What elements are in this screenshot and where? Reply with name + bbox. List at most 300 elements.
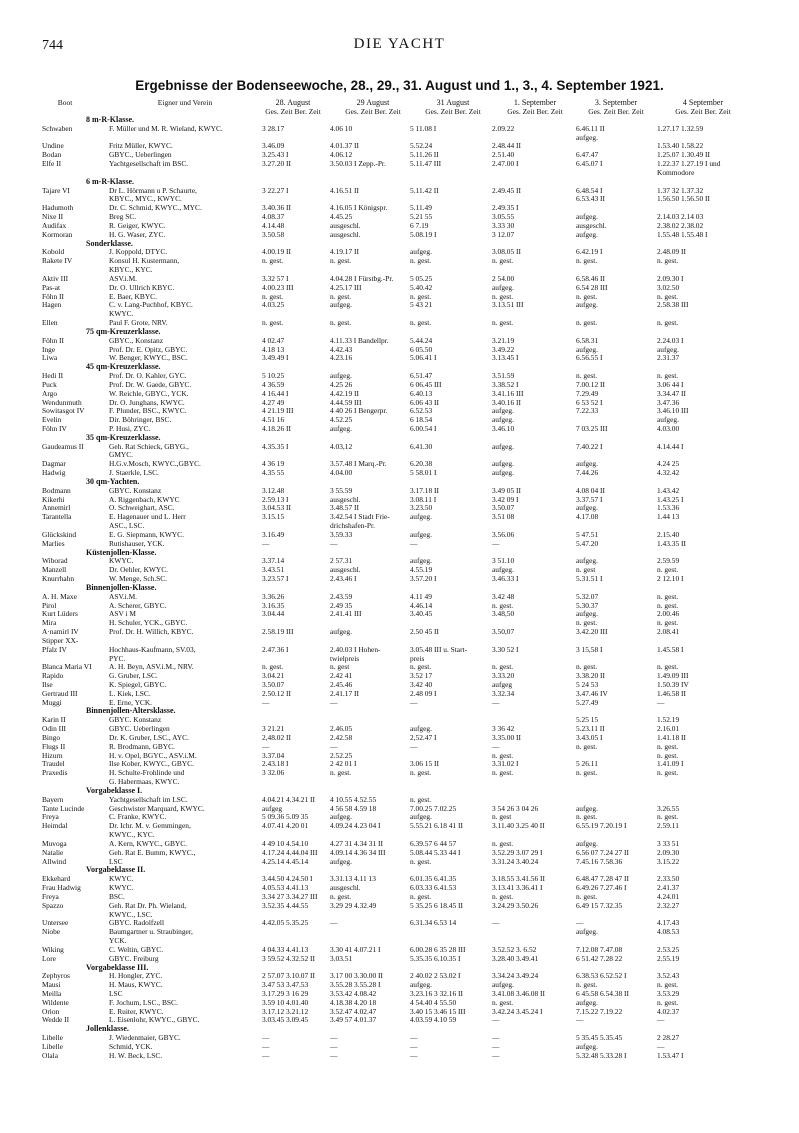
table-row	[0, 937, 799, 946]
cell-sep-1: 3 54 26 3 04 26	[492, 804, 539, 813]
cell-aug-28: 4.00.23 III	[262, 283, 294, 292]
cell-sep-3: aufgeg.	[576, 1042, 598, 1051]
cell-aug-29: 3.49 57 4.01.37	[330, 1016, 377, 1025]
cell-aug-28: 2,48.02 II	[262, 733, 291, 742]
cell-sep-1: aufgeg.	[492, 981, 514, 990]
cell-sep-4: 2.16.01	[657, 725, 680, 734]
cell-aug-31: preis	[410, 654, 425, 663]
cell-aug-29: 3.31.13 4.11 13	[330, 875, 376, 884]
cell-aug-31: 5.11.26 II	[410, 151, 439, 160]
cell-sep-4: 4.03.00	[657, 424, 680, 433]
cell-sep-3: n. gest.	[576, 372, 598, 381]
cell-sep-3: —	[576, 1016, 584, 1025]
cell-sep-4: 2.55.19	[657, 954, 680, 963]
cell-sep-4: 1.37 32 1.37.32	[657, 186, 704, 195]
cell-sep-1: 2 54.00	[492, 274, 515, 283]
table-row	[0, 610, 799, 619]
cell-boat: Stipper XX-	[42, 636, 79, 645]
cell-sep-4: n. gest.	[657, 319, 679, 328]
cell-owner-club: GBYC. Freiburg	[109, 954, 159, 963]
cell-owner-club: GBYC., Ueberlingen	[109, 151, 172, 160]
table-row	[0, 663, 799, 672]
cell-sep-3: aufgeg.	[576, 345, 598, 354]
cell-aug-29: ausgeschl.	[330, 566, 361, 575]
cell-aug-28: 4 36.59	[262, 380, 285, 389]
cell-aug-31: 6.03.33 6.41.53	[410, 884, 457, 893]
cell-aug-29: aufgeg.	[330, 628, 352, 637]
cell-sep-3: 5 47.51	[576, 530, 599, 539]
cell-sep-1: 3.11.40 3.25 40 II	[492, 822, 545, 831]
cell-sep-4: 3.53.29	[657, 989, 680, 998]
table-row	[0, 231, 799, 240]
cell-sep-3: 5.32.07	[576, 592, 599, 601]
cell-owner-club: GMYC.	[109, 451, 134, 460]
cell-sep-3: 5 24 53	[576, 681, 599, 689]
cell-sep-3: 6 51.42 7.28 22	[576, 954, 623, 963]
cell-sep-4: 2.32.27	[657, 901, 680, 910]
cell-aug-29: n. gest.	[330, 257, 352, 266]
cell-sep-1: —	[492, 698, 500, 707]
cell-sep-4: 2.08.41	[657, 628, 680, 637]
cell-aug-29: 4 40 26 I Bengerpr.	[330, 407, 388, 416]
table-row	[0, 337, 799, 346]
cell-aug-31: 5 35.25 6 18.45 II	[410, 901, 463, 910]
cell-sep-4: 1.45.58 I	[657, 645, 684, 654]
cell-sep-3: 7.22.33	[576, 407, 599, 416]
cell-aug-31: 2,52.47 I	[410, 733, 437, 742]
table-row	[0, 557, 799, 566]
table-row	[0, 972, 799, 981]
table-row	[0, 425, 799, 434]
cell-owner-club: J. Koppold, DTYC.	[109, 248, 168, 257]
cell-sep-4: 3 33 51	[657, 839, 680, 848]
cell-sep-4: n. gest.	[657, 813, 679, 822]
cell-sep-1: aufgeg.	[492, 566, 514, 575]
cell-aug-29: 4.01.37 II	[330, 142, 359, 151]
cell-aug-28: —	[262, 1051, 270, 1060]
cell-aug-31: 6.00.54 I	[410, 424, 437, 433]
cell-sep-4: n. gest.	[657, 998, 679, 1007]
class-heading	[0, 549, 799, 558]
cell-aug-31: aufgeg.	[410, 248, 432, 257]
table-row	[0, 354, 799, 363]
cell-aug-28: 4.07.41 4.20 01	[262, 822, 309, 831]
cell-aug-31: 6 7.19	[410, 221, 429, 230]
table-row	[0, 504, 799, 513]
cell-aug-31: 4.46.14	[410, 601, 433, 610]
cell-boat: Evelin	[42, 416, 62, 425]
cell-sep-3: aufgeg.	[576, 804, 598, 813]
cell-sep-4: 1.52.19	[657, 716, 680, 725]
class-heading	[0, 178, 799, 187]
cell-sep-3: 5.32.48 5.33.28 I	[576, 1051, 627, 1060]
cell-aug-28: 4 02.47	[262, 336, 285, 345]
cell-owner-club: Geh. Rat Dr. Ph. Wieland,	[109, 901, 187, 910]
table-row	[0, 195, 799, 204]
cell-owner-club: GBYC. Ueberlingen	[109, 725, 170, 734]
cell-sep-4: 1.43.35 II	[657, 539, 686, 548]
cell-aug-29: aufgeg.	[330, 301, 352, 310]
cell-sep-1: 2.47.00 I	[492, 160, 519, 169]
cell-sep-3: n. gest.	[576, 981, 598, 990]
cell-boat: Rapido	[42, 672, 64, 681]
class-heading	[0, 434, 799, 443]
cell-sep-4: 2.31.37	[657, 354, 680, 363]
cell-aug-31: 3.42 40	[410, 681, 433, 689]
cell-sep-3: aufgeg.	[576, 133, 598, 142]
cell-aug-28: 3.34 27 3.34.27 III	[262, 892, 318, 901]
cell-sep-4: n. gest.	[657, 769, 679, 778]
cell-sep-1: 3.48,50	[492, 610, 515, 619]
cell-aug-28: 3.17.12 3.21.12	[262, 1007, 309, 1016]
cell-sep-1: 3.51.59	[492, 372, 515, 381]
cell-owner-club: Schmid, YCK.	[109, 1042, 153, 1051]
cell-aug-31: 5.08.44 5.33 44 I	[410, 848, 461, 857]
cell-sep-1: 3 51.10	[492, 557, 515, 566]
cell-sep-4: 1.53.40 1.58.22	[657, 142, 704, 151]
table-row	[0, 513, 799, 522]
cell-sep-4: 2.38.02 2.38.02	[657, 221, 704, 230]
cell-sep-4: 3.26.55	[657, 804, 680, 813]
cell-owner-club: H. v. Opel, BGYC., ASV.i.M.	[109, 751, 197, 760]
cell-owner-club: H. Hongler, ZYC.	[109, 972, 163, 981]
cell-sep-1: 3.38.52 I	[492, 380, 519, 389]
cell-aug-29: 3.53.42 4.08.42	[330, 989, 377, 998]
cell-sep-1: 3.52.29 3.07 29 I	[492, 848, 543, 857]
cell-sep-4: 4.17.43	[657, 919, 680, 928]
cell-aug-28: 3.44.50 4.24.50 I	[262, 875, 313, 884]
cell-sep-3: 3.38.20 II	[576, 672, 605, 681]
cell-sep-4: 1.53.47 I	[657, 1051, 684, 1060]
cell-boat: Hedi II	[42, 372, 64, 381]
cell-boat: Föhn II	[42, 292, 64, 301]
cell-aug-31: 3.05.48 III u. Start-	[410, 645, 468, 654]
cell-sep-4: 2.14.03 2.14 03	[657, 213, 704, 222]
table-row	[0, 875, 799, 884]
class-heading-label: Vorgabeklasse I.	[86, 786, 143, 795]
cell-sep-4: 2 28.27	[657, 1034, 680, 1043]
table-row	[0, 902, 799, 911]
cell-owner-club: Prof. Dr. H. Willich, KBYC.	[109, 628, 194, 637]
cell-owner-club: Geschwister Marquard, KWYC.	[109, 804, 205, 813]
table-row	[0, 619, 799, 628]
cell-aug-29: 3.29 29 4.32.49	[330, 901, 377, 910]
cell-sep-4: 1.50.39 IV	[657, 681, 689, 689]
cell-sep-3: aufgeg.	[576, 213, 598, 222]
cell-aug-29: 4.25.17 III	[330, 283, 362, 292]
cell-boat: Argo	[42, 389, 58, 398]
cell-sep-1: 2.09.22	[492, 124, 515, 133]
cell-owner-club: C. v. Lang-Puchhof, KBYC.	[109, 301, 193, 310]
cell-sep-3: 6.58.46 II	[576, 274, 605, 283]
cell-sep-3: 3.42.20 III	[576, 628, 608, 637]
cell-aug-28: 4.08.37	[262, 213, 285, 222]
cell-aug-28: 3.47 53 3.47.53	[262, 981, 309, 990]
cell-aug-31: 5.08.19 I	[410, 230, 437, 239]
cell-owner-club: GBYC. Konstanz	[109, 716, 162, 725]
cell-aug-31: 5 43 21	[410, 301, 433, 310]
cell-owner-club: W. Menge, Sch.SC.	[109, 575, 168, 584]
cell-owner-club: Dr. O. Junghans, KWYC.	[109, 398, 185, 407]
cell-boat: Ellen	[42, 319, 58, 328]
cell-aug-29: 4.09.14 4.36 34 III	[330, 848, 386, 857]
cell-owner-club: Dr L. Hörmann u P. Schaurte,	[109, 186, 197, 195]
cell-sep-1: 3.49 05 II	[492, 486, 521, 495]
class-heading	[0, 1025, 799, 1034]
cell-sep-4: 4.08.53	[657, 928, 680, 937]
cell-boat: Manzell	[42, 566, 67, 575]
cell-aug-31: aufgeg.	[410, 813, 432, 822]
cell-aug-28: 4.35 55	[262, 469, 285, 478]
cell-boat: Bodmann	[42, 486, 71, 495]
cell-aug-29: —	[330, 1034, 338, 1043]
cell-boat: Pfalz IV	[42, 645, 67, 654]
results-table	[0, 116, 799, 1061]
table-row	[0, 187, 799, 196]
cell-aug-28: 2.43.18 I	[262, 760, 289, 769]
cell-sep-1: 3.30 52 I	[492, 645, 519, 654]
cell-owner-club: J. Staerkle, LSC.	[109, 469, 159, 478]
cell-boat: Pas-at	[42, 283, 61, 292]
cell-aug-31: n. gest.	[410, 769, 432, 778]
cell-owner-club: Dr. O. Ullrich KBYC.	[109, 283, 175, 292]
cell-aug-28: —	[262, 742, 270, 751]
table-row	[0, 151, 799, 160]
class-heading	[0, 866, 799, 875]
cell-boat: Föhn II	[42, 336, 64, 345]
cell-owner-club: LSC	[109, 857, 123, 866]
cell-owner-club: Breg SC.	[109, 213, 137, 222]
cell-boat: Ilse	[42, 681, 53, 689]
cell-aug-28: 3.52.35 4.44.55	[262, 901, 309, 910]
table-row	[0, 443, 799, 452]
cell-owner-club: Yachtgesellschaft im LSC.	[109, 795, 188, 804]
cell-sep-4: Kommodore	[657, 168, 695, 177]
cell-aug-31: aufgeg.	[410, 513, 432, 522]
cell-sep-1: 3.32.34	[492, 689, 515, 698]
cell-sep-3: aufgeg.	[576, 557, 598, 566]
class-heading-label: Vorgabeklasse III.	[86, 963, 149, 972]
table-row	[0, 716, 799, 725]
cell-aug-31: n. gest.	[410, 857, 432, 866]
cell-sep-3: 6.56 07 7.24 27 II	[576, 848, 629, 857]
cell-sep-1: 3.21.19	[492, 336, 515, 345]
cell-aug-28: 4 16.44 I	[262, 389, 289, 398]
cell-sep-4: n. gest.	[657, 742, 679, 751]
cell-sep-1: n. gest	[492, 813, 512, 822]
class-heading-label: 45 qm-Kreuzerklasse.	[86, 363, 161, 372]
cell-owner-club: YCK.	[109, 937, 127, 946]
table-row	[0, 284, 799, 293]
cell-aug-31: 6 06.45 III	[410, 380, 442, 389]
table-row	[0, 1034, 799, 1043]
cell-owner-club: KWYC.	[109, 557, 134, 566]
cell-aug-29: 3.17 00 3.30.00 II	[330, 972, 383, 981]
cell-sep-4: 2.53.25	[657, 945, 680, 954]
cell-aug-31: 2.48 09 I	[410, 689, 437, 698]
cell-aug-29: 4 10.55 4.52.55	[330, 795, 377, 804]
cell-aug-29: ausgeschl.	[330, 230, 361, 239]
table-row	[0, 204, 799, 213]
cell-sep-3: n. gest.	[576, 742, 598, 751]
cell-owner-club: Konsul H. Kustermann,	[109, 257, 180, 266]
class-heading-label: Binnenjollen-Klasse.	[86, 583, 157, 592]
cell-sep-3: 6.42.19 I	[576, 248, 603, 257]
table-row	[0, 142, 799, 151]
cell-aug-31: —	[410, 742, 418, 751]
cell-sep-1: 3.34.24 3.49.24	[492, 972, 539, 981]
cell-sep-1: 3.52.52 3. 6.52	[492, 945, 537, 954]
cell-owner-club: ASC., LSC.	[109, 522, 145, 531]
cell-aug-28: 3 22.27 I	[262, 186, 289, 195]
col-header-day-3: 31 August Ges. Zeit Ber. Zeit	[425, 98, 481, 116]
cell-sep-3: 5.27.49	[576, 698, 599, 707]
table-row	[0, 522, 799, 531]
cell-aug-29: aufgeg.	[330, 857, 352, 866]
class-heading	[0, 478, 799, 487]
cell-sep-3: 6.49.26 7.27.46 I	[576, 884, 627, 893]
cell-boat: Wedde II	[42, 1016, 70, 1025]
table-row	[0, 125, 799, 134]
cell-owner-club: W. Benger, KWYC., BSC.	[109, 354, 188, 363]
table-row	[0, 840, 799, 849]
cell-aug-28: 3.16.35	[262, 601, 285, 610]
cell-aug-29: ausgeschl.	[330, 884, 361, 893]
cell-owner-club: Dr. C. Schmid, KWYC., MYC.	[109, 204, 202, 213]
cell-boat: Heimdal	[42, 822, 68, 831]
cell-sep-1: 3.51 08	[492, 513, 515, 522]
cell-owner-club: H. Schulte-Frohlinde und	[109, 769, 185, 778]
cell-owner-club: A. H. Beyn, ASV.i.M., NRV.	[109, 663, 194, 672]
cell-sep-1: 3.56.06	[492, 530, 515, 539]
cell-boat: Audifax	[42, 221, 67, 230]
cell-sep-1: n. gest.	[492, 663, 514, 672]
cell-aug-29: —	[330, 919, 338, 928]
cell-aug-31: 5.11.47 III	[410, 160, 442, 169]
cell-aug-28: 4 49 10 4.54.10	[262, 839, 309, 848]
table-row	[0, 769, 799, 778]
cell-sep-3: n. gest.	[576, 892, 598, 901]
cell-sep-1: —	[492, 1034, 500, 1043]
cell-aug-29: 4.44.59 III	[330, 398, 362, 407]
cell-sep-3: 3.43.05 I	[576, 733, 603, 742]
cell-sep-3: 5.31.51 I	[576, 575, 603, 584]
cell-sep-4: 2 12.10 I	[657, 575, 684, 584]
cell-aug-31: aufgeg.	[410, 557, 432, 566]
cell-sep-3: 4.17.08	[576, 513, 599, 522]
cell-owner-club: GBYC. Radolfzell	[109, 919, 165, 928]
table-row	[0, 981, 799, 990]
class-heading	[0, 116, 799, 125]
cell-sep-3: 3 15,58 I	[576, 645, 603, 654]
cell-sep-3: 6.47.47	[576, 151, 599, 160]
table-row	[0, 734, 799, 743]
cell-aug-28: 2 57.07 3.10.07 II	[262, 972, 315, 981]
table-row	[0, 301, 799, 310]
cell-sep-3: 6.46.11 II	[576, 124, 605, 133]
cell-aug-31: 5 58.01 I	[410, 469, 437, 478]
cell-boat: Hagen	[42, 301, 62, 310]
cell-owner-club: O. Schweighart, ASC.	[109, 504, 175, 513]
table-row	[0, 399, 799, 408]
col-header-day-4: 1. September Ges. Zeit Ber. Zeit	[507, 98, 563, 116]
cell-sep-4: n. gest.	[657, 592, 679, 601]
cell-aug-31: aufgeg.	[410, 530, 432, 539]
cell-sep-4: 4.14.44 I	[657, 442, 684, 451]
class-heading	[0, 964, 799, 973]
cell-owner-club: Hochhaus-Kaufmann, SV.03,	[109, 645, 196, 654]
cell-aug-29: 2.41.17 II	[330, 689, 359, 698]
cell-boat: Glückskind	[42, 530, 77, 539]
cell-sep-4: 2.59.11	[657, 822, 679, 831]
cell-sep-3: 5.25 15	[576, 716, 599, 725]
table-row	[0, 566, 799, 575]
cell-sep-4: 2.59.59	[657, 557, 680, 566]
class-heading-label: 30 qm-Yachten.	[86, 477, 140, 486]
cell-owner-club: Dr. Oehler, KWYC.	[109, 566, 169, 575]
cell-aug-28: 3 28.17	[262, 124, 285, 133]
cell-boat: Mausi	[42, 981, 61, 990]
cell-sep-1: 3.41.08 3.46.08 II	[492, 989, 545, 998]
cell-sep-4: 3.15.22	[657, 857, 680, 866]
cell-sep-3: 6.48.47 7.28 47 II	[576, 875, 629, 884]
cell-owner-club: Geh. Rat Schieck, GBYG.,	[109, 442, 189, 451]
cell-sep-4: aufgeg.	[657, 345, 679, 354]
cell-owner-club: A. Kern, KWYC., GBYC.	[109, 839, 188, 848]
cell-sep-1: aufgeg.	[492, 407, 514, 416]
cell-aug-28: 3.43.51	[262, 566, 285, 575]
cell-boat: Bodan	[42, 151, 62, 160]
cell-aug-31: n. gest.	[410, 795, 432, 804]
cell-sep-1: aufgeg.	[492, 416, 514, 425]
cell-boat: Freya	[42, 813, 59, 822]
cell-boat: Spazzo	[42, 901, 64, 910]
table-row	[0, 346, 799, 355]
table-row	[0, 275, 799, 284]
cell-sep-1: 2.49.45 II	[492, 186, 521, 195]
cell-aug-29: ausgeschl.	[330, 221, 361, 230]
col-header-day-2: 29 August Ges. Zeit Ber. Zeit	[345, 98, 401, 116]
cell-sep-1: 2.49.35 I	[492, 204, 519, 213]
cell-owner-club: H. W. Beck, LSC.	[109, 1051, 163, 1060]
cell-aug-31: 6.39.57 6 44 57	[410, 839, 457, 848]
cell-aug-31: 5.11.42 II	[410, 186, 439, 195]
table-row	[0, 743, 799, 752]
cell-sep-4: 4.02.37	[657, 1007, 680, 1016]
cell-aug-29: 4.06 10	[330, 124, 353, 133]
class-heading	[0, 787, 799, 796]
cell-owner-club: Prof. Dr. E. Opitz, GBYC.	[109, 345, 188, 354]
table-row	[0, 381, 799, 390]
cell-boat: Aktiv III	[42, 274, 69, 283]
cell-sep-1: 3 12.07	[492, 230, 515, 239]
cell-sep-1: —	[492, 1051, 500, 1060]
cell-aug-31: 5.40.42	[410, 283, 433, 292]
cell-boat: Odin III	[42, 725, 67, 734]
cell-owner-club: ASV i M	[109, 610, 136, 619]
cell-sep-3: 6.54 28 III	[576, 283, 608, 292]
cell-sep-1: 3.08.05 II	[492, 248, 521, 257]
cell-boat: Annemirl	[42, 504, 71, 513]
cell-boat: Bayern	[42, 795, 64, 804]
cell-boat: Gaudeamus II	[42, 442, 84, 451]
cell-aug-28: 3 21.21	[262, 725, 285, 734]
cell-aug-28: 3.23.57 I	[262, 575, 289, 584]
cell-aug-29: 4.04.00	[330, 469, 353, 478]
cell-aug-31: n. gest.	[410, 663, 432, 672]
cell-aug-31: 6.51.47	[410, 372, 433, 381]
cell-sep-1: 3.42.24 3.45.24 I	[492, 1007, 543, 1016]
